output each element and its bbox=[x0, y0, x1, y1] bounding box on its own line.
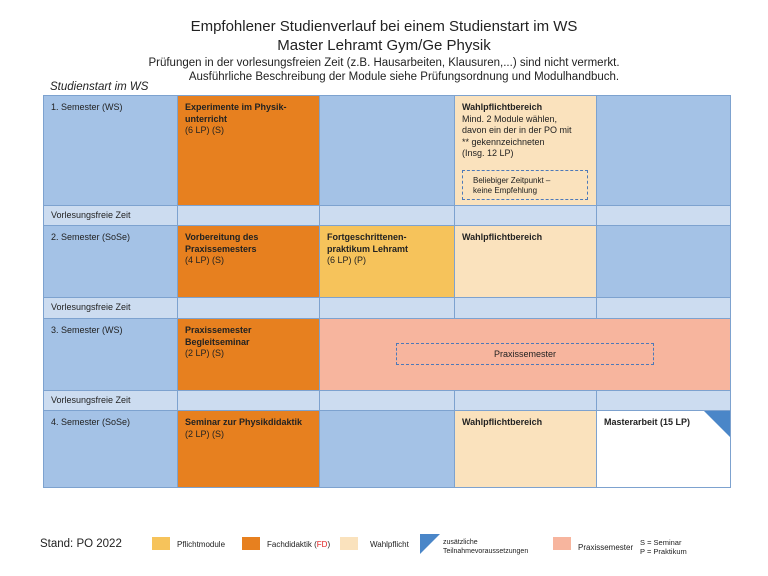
row-label: 3. Semester (WS) bbox=[51, 325, 123, 335]
module-masterarbeit[interactable] bbox=[597, 411, 730, 487]
empty-cell bbox=[320, 206, 455, 226]
legend-abbrev bbox=[640, 538, 687, 556]
module-experimente[interactable] bbox=[178, 96, 320, 206]
module-name: Experimente im Physik- bbox=[185, 102, 287, 112]
module-name: Wahlpflichtbereich bbox=[462, 102, 543, 112]
anytime-note bbox=[462, 170, 588, 200]
module-fortgeschrittenenpraktikum[interactable] bbox=[320, 226, 455, 298]
empty-cell bbox=[320, 298, 455, 319]
row-sem4-label-cell bbox=[44, 411, 178, 487]
module-name: Fortgeschrittenen- bbox=[327, 232, 407, 242]
row-sem3-label-cell bbox=[44, 319, 178, 391]
studienstart-label: Studienstart im WS bbox=[50, 81, 149, 93]
legend-zusatz-label bbox=[443, 538, 528, 556]
praxissemester-box bbox=[396, 343, 654, 365]
empty-cell bbox=[597, 298, 730, 319]
legend-seminar: S = Seminar bbox=[640, 538, 682, 547]
module-praxissemester[interactable] bbox=[320, 319, 730, 391]
empty-cell bbox=[320, 411, 455, 487]
module-desc: (Insg. 12 LP) bbox=[462, 148, 514, 158]
row-label: 1. Semester (WS) bbox=[51, 102, 123, 112]
module-name: praktikum Lehramt bbox=[327, 243, 409, 254]
row-label: 4. Semester (SoSe) bbox=[51, 417, 131, 427]
row-label: Vorlesungsfreie Zeit bbox=[51, 210, 131, 220]
note-text: keine Empfehlung bbox=[473, 186, 538, 195]
row-label: Vorlesungsfreie Zeit bbox=[51, 302, 131, 312]
legend-pflicht-label: Pflichtmodule bbox=[177, 540, 226, 549]
row-break3-label-cell bbox=[44, 391, 178, 411]
legend-fachdidaktik-end: ) bbox=[327, 540, 331, 549]
module-physikdidaktik[interactable] bbox=[178, 411, 320, 487]
legend-pflicht-swatch bbox=[152, 537, 170, 550]
module-begleitseminar[interactable] bbox=[178, 319, 320, 391]
note-text: Beliebiger Zeitpunkt – bbox=[473, 176, 551, 185]
empty-cell bbox=[178, 206, 320, 226]
page-title: Empfohlener Studienverlauf bei einem Studienstart im WS bbox=[190, 18, 578, 35]
module-name: Seminar zur Physikdidaktik bbox=[185, 417, 303, 427]
module-credits: (2 LP) (S) bbox=[185, 428, 225, 439]
empty-cell bbox=[178, 391, 320, 411]
legend-praxissemester-swatch bbox=[553, 537, 571, 550]
empty-cell bbox=[597, 391, 730, 411]
module-name: Begleitseminar bbox=[185, 336, 250, 347]
legend-wahlpflicht-swatch bbox=[340, 537, 358, 550]
module-credits: (2 LP) (S) bbox=[185, 348, 225, 358]
module-desc: davon ein der in der PO mit bbox=[462, 125, 572, 135]
row-break1-label-cell bbox=[44, 206, 178, 226]
row-label: 2. Semester (SoSe) bbox=[51, 232, 131, 242]
module-credits: (4 LP) (S) bbox=[185, 255, 225, 265]
legend-praxissemester-label: Praxissemester bbox=[578, 543, 634, 552]
empty-cell bbox=[455, 206, 597, 226]
note-line-1: Prüfungen in der vorlesungsfreien Zeit (z.B. Hausarbeiten, Klausuren,...) sind nicht vermerkt. bbox=[148, 57, 620, 69]
legend-fachdidaktik-label bbox=[267, 540, 330, 549]
empty-cell bbox=[455, 391, 597, 411]
module-credits: (6 LP) (S) bbox=[185, 125, 225, 135]
module-name: Wahlpflichtbereich bbox=[462, 232, 543, 242]
legend-zusatz-triangle-icon bbox=[420, 534, 440, 554]
module-name: unterricht bbox=[185, 113, 228, 124]
legend-zusatz-text: zusätzliche bbox=[443, 539, 478, 546]
legend-fachdidaktik-swatch bbox=[242, 537, 260, 550]
note-line-2: Ausführliche Beschreibung der Module siehe Prüfungsordnung und Modulhandbuch. bbox=[188, 71, 620, 83]
module-wahlpflicht-3[interactable] bbox=[455, 411, 597, 487]
row-label: Vorlesungsfreie Zeit bbox=[51, 395, 131, 405]
extra-requirements-corner-icon bbox=[704, 411, 730, 437]
module-name: Masterarbeit (15 LP) bbox=[604, 417, 691, 427]
empty-cell bbox=[320, 391, 455, 411]
module-wahlpflicht-1[interactable] bbox=[455, 96, 597, 206]
module-desc: Mind. 2 Module wählen, bbox=[462, 113, 558, 124]
legend-fachdidaktik-text: Fachdidaktik ( bbox=[267, 540, 317, 549]
legend-fd-text: FD bbox=[316, 540, 328, 549]
empty-cell bbox=[320, 96, 455, 206]
empty-cell bbox=[455, 298, 597, 319]
empty-cell bbox=[597, 226, 730, 298]
legend-praktikum: P = Praktikum bbox=[640, 547, 687, 556]
row-sem2-label-cell bbox=[44, 226, 178, 298]
empty-cell bbox=[597, 206, 730, 226]
praxissemester-label: Praxissemester bbox=[493, 349, 556, 359]
module-credits: (6 LP) (P) bbox=[327, 255, 367, 265]
legend-zusatz-text: Teilnahmevoraussetzungen bbox=[443, 548, 529, 555]
module-name: Vorbereitung des bbox=[185, 232, 259, 242]
module-name: Praxissemester bbox=[185, 325, 252, 335]
module-wahlpflicht-2[interactable] bbox=[455, 226, 597, 298]
module-vorbereitung[interactable] bbox=[178, 226, 320, 298]
empty-cell bbox=[178, 298, 320, 319]
module-desc: ** gekennzeichneten bbox=[462, 136, 545, 147]
empty-cell bbox=[597, 96, 730, 206]
row-break2-label-cell bbox=[44, 298, 178, 319]
module-name: Praxissemesters bbox=[185, 243, 257, 254]
legend-wahlpflicht-label: Wahlpflicht bbox=[370, 540, 409, 549]
stand-label: Stand: PO 2022 bbox=[40, 538, 122, 550]
page-subtitle: Master Lehramt Gym/Ge Physik bbox=[277, 37, 491, 54]
module-name: Wahlpflichtbereich bbox=[462, 417, 543, 427]
row-sem1-label-cell bbox=[44, 96, 178, 206]
study-plan-grid bbox=[43, 95, 731, 488]
